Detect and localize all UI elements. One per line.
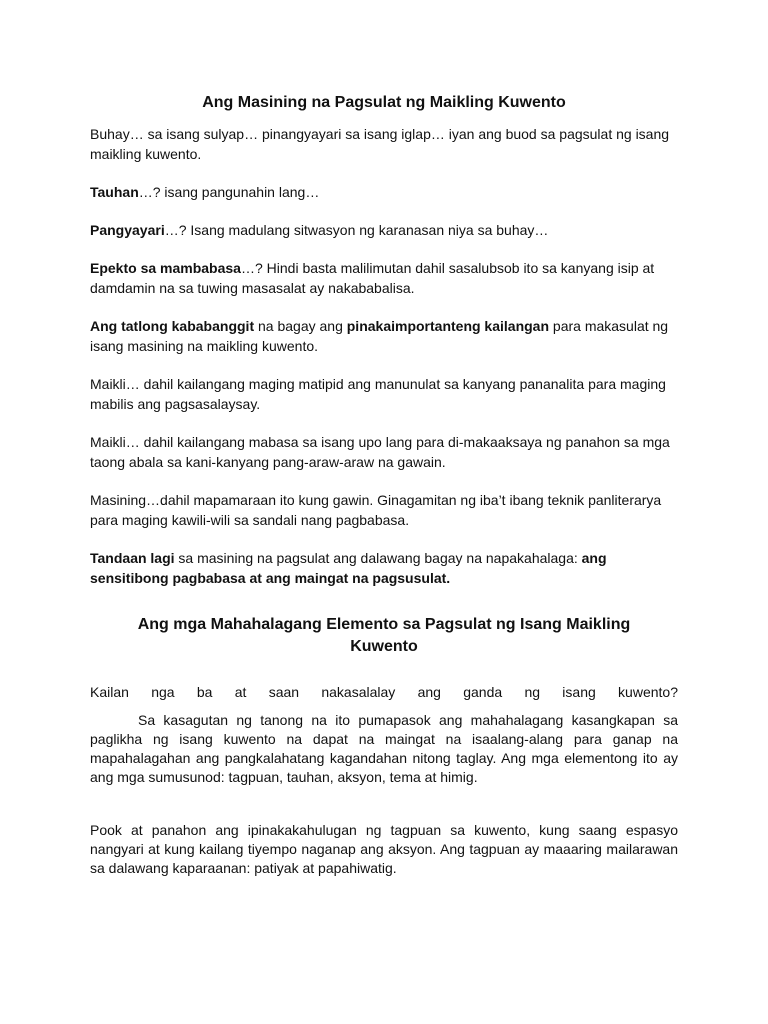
tandaan-mid: sa masining na pagsulat ang dalawang bagay na napakahalaga:: [174, 550, 582, 566]
epekto-label: Epekto sa mambabasa: [90, 260, 241, 276]
tauhan-label: Tauhan: [90, 184, 139, 200]
maikli-paragraph-1: Maikli… dahil kailangang maging matipid ang manunulat sa kanyang pananalita para maging mabilis ang pagsasalaysay.: [90, 376, 666, 412]
tauhan-paragraph: [90, 182, 678, 202]
pangyayari-text: …? Isang madulang sitwasyon ng karanasan niya sa buhay…: [164, 222, 549, 238]
section-title: Ang mga Mahahalagang Elemento sa Pagsulat ng Isang Maikling Kuwento: [137, 616, 631, 655]
tandaan-emphasis: ang sensitibong pagbabasa at ang maingat na pagsusulat.: [90, 550, 607, 586]
pangyayari-label: Pangyayari: [90, 222, 165, 238]
tauhan-text: …? isang pangunahin lang…: [138, 184, 320, 200]
tatlong-mid: na bagay ang: [254, 318, 347, 334]
tatlong-emphasis: pinakaimportanteng kailangan: [346, 318, 550, 334]
tandaan-label: Tandaan lagi: [90, 550, 175, 566]
tandaan-paragraph: [90, 548, 678, 588]
question-paragraph: Kailan nga ba at saan nakasalalay ang ganda ng isang kuwento?: [90, 684, 678, 700]
sagot-paragraph: Sa kasagutan ng tanong na ito pumapasok ang mahahalagang kasangkapan sa paglikha ng isang kuwento na dapat na maingat na isaalang-alang para ganap na mapahalagahan ang pangkalahatang kagandahan nitong taglay. Ang mga elementong ito ay ang mga sumusunod: tagpuan, tauhan, aksyon, tema at himig.: [90, 712, 678, 785]
masining-paragraph: Masining…dahil mapamaraan ito kung gawin. Ginagamitan ng iba’t ibang teknik panliterarya para maging kawili-wili sa sandali nang pagbabasa.: [90, 492, 662, 528]
document-title: Ang Masining na Pagsulat ng Maikling Kuwento: [202, 94, 566, 111]
epekto-paragraph: [90, 258, 678, 298]
tatlong-end: para makasulat ng isang masining na maikling kuwento.: [90, 318, 669, 354]
pangyayari-paragraph: [90, 220, 678, 240]
maikli-paragraph-2: Maikli… dahil kailangang mabasa sa isang upo lang para di-makaaksaya ng panahon sa mga taong abala sa kani-kanyang pang-araw-araw na gawain.: [90, 434, 670, 470]
intro-paragraph: Buhay… sa isang sulyap… pinangyayari sa isang iglap… iyan ang buod sa pagsulat ng isang maikling kuwento.: [90, 126, 670, 162]
epekto-text: …? Hindi basta malilimutan dahil sasalubsob ito sa kanyang isip at damdamin na sa tuwing masasalat ay nakababalisa.: [90, 260, 655, 296]
pook-paragraph: Pook at panahon ang ipinakakahulugan ng tagpuan sa kuwento, kung saang espasyo nangyari at kung kailang tiyempo naganap ang aksyon. Ang tagpuan ay maaaring mailarawan sa dalawang kaparaanan: patiyak at papahiwatig.: [90, 822, 678, 876]
document-body: [90, 92, 678, 896]
tatlong-label: Ang tatlong kababanggit: [90, 318, 255, 334]
tatlong-paragraph: [90, 316, 678, 356]
